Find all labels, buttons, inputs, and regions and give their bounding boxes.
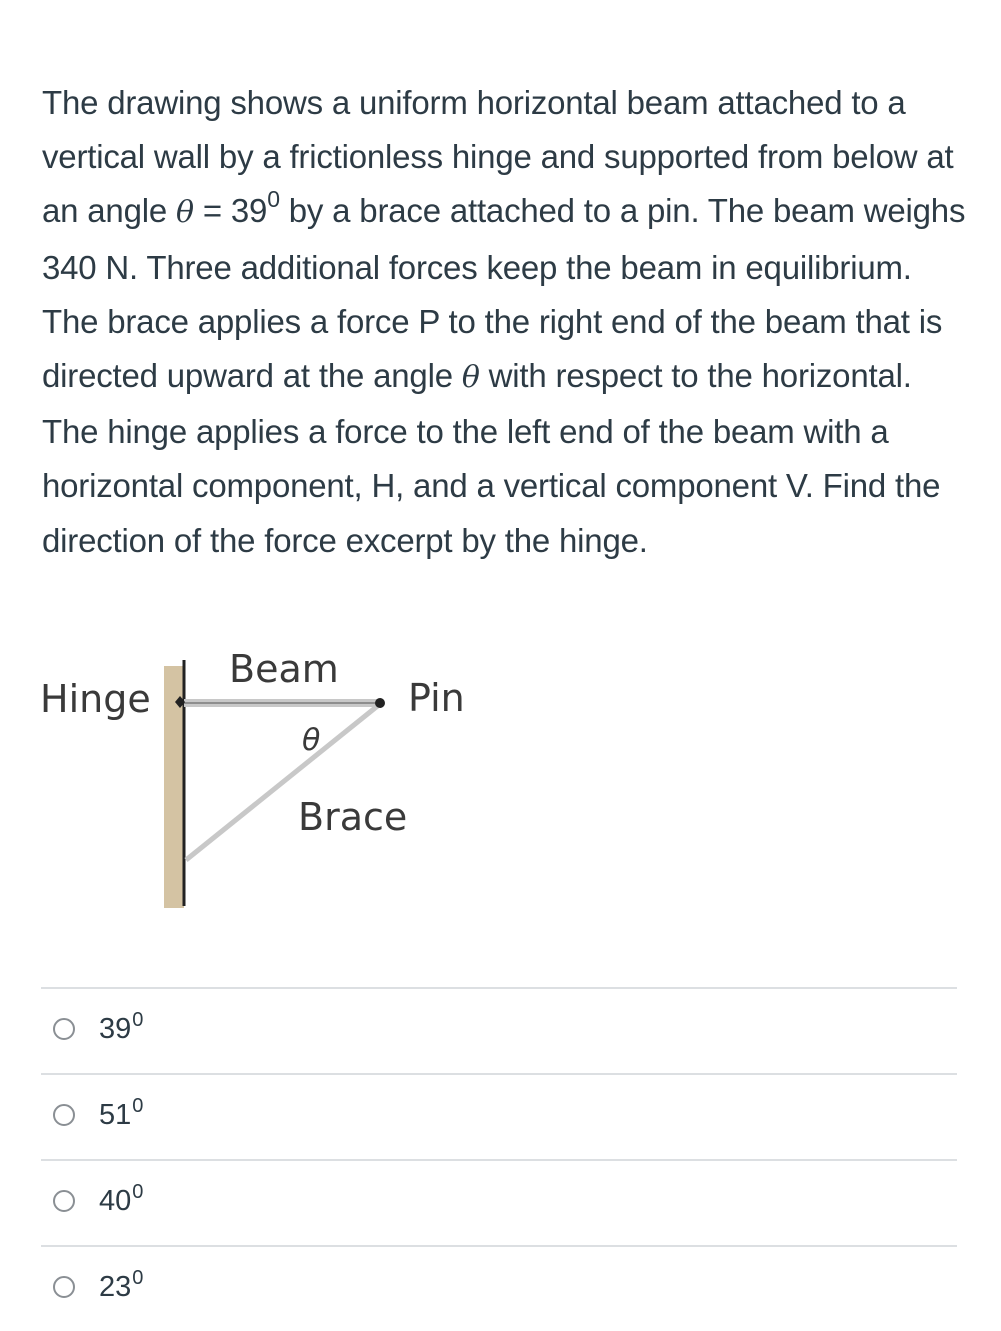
question-paragraph bbox=[42, 76, 967, 568]
degree-mark: 0 bbox=[267, 186, 280, 213]
brace-label: Brace bbox=[298, 795, 408, 839]
radio-button[interactable] bbox=[53, 1276, 75, 1298]
question-part-3: by a brace attached to a pin. The beam weighs 340 N. Three additional forces keep the beam in equilibrium. The brace applies a force P to the right end of the beam that is directed upward at the angle bbox=[42, 192, 966, 395]
answer-option-40[interactable] bbox=[41, 1159, 957, 1245]
hinge-label: Hinge bbox=[40, 677, 151, 721]
degree-mark: 0 bbox=[132, 1181, 144, 1203]
degree-mark: 0 bbox=[132, 1009, 144, 1031]
question-part-4: with respect to the horizontal. The hinge applies a force to the left end of the beam with a horizontal component, H, and a vertical component V. Find the direction of the force excerpt by the hinge. bbox=[42, 357, 941, 559]
answer-option-51[interactable] bbox=[41, 1073, 957, 1159]
answer-label[interactable] bbox=[99, 1181, 143, 1224]
answer-value: 39 bbox=[99, 1013, 132, 1045]
beam-diagram bbox=[36, 638, 486, 913]
pin-icon bbox=[375, 698, 385, 708]
theta-symbol: θ bbox=[461, 360, 480, 396]
beam-diagram-svg bbox=[36, 638, 486, 913]
question-part-2: = 39 bbox=[193, 192, 268, 230]
degree-mark: 0 bbox=[132, 1267, 144, 1289]
answer-value: 23 bbox=[99, 1271, 132, 1303]
answer-value: 51 bbox=[99, 1099, 132, 1131]
answer-list bbox=[41, 987, 957, 1331]
radio-button[interactable] bbox=[53, 1190, 75, 1212]
answer-option-39[interactable] bbox=[41, 987, 957, 1073]
theta-symbol: θ bbox=[176, 195, 194, 231]
answer-option-23[interactable] bbox=[41, 1245, 957, 1331]
question-part-1: The drawing shows a uniform horizontal beam attached to a vertical wall by a frictionless hinge and supported from below at an angle bbox=[42, 84, 954, 230]
pin-label: Pin bbox=[408, 676, 465, 720]
answer-value: 40 bbox=[99, 1185, 132, 1217]
question-text bbox=[42, 76, 967, 568]
radio-button[interactable] bbox=[53, 1104, 75, 1126]
radio-button[interactable] bbox=[53, 1018, 75, 1040]
beam-label: Beam bbox=[229, 647, 339, 691]
degree-mark: 0 bbox=[132, 1095, 144, 1117]
answer-label[interactable] bbox=[99, 1095, 143, 1138]
theta-label: θ bbox=[302, 723, 321, 758]
answer-label[interactable] bbox=[99, 1009, 143, 1052]
answer-label[interactable] bbox=[99, 1267, 143, 1310]
